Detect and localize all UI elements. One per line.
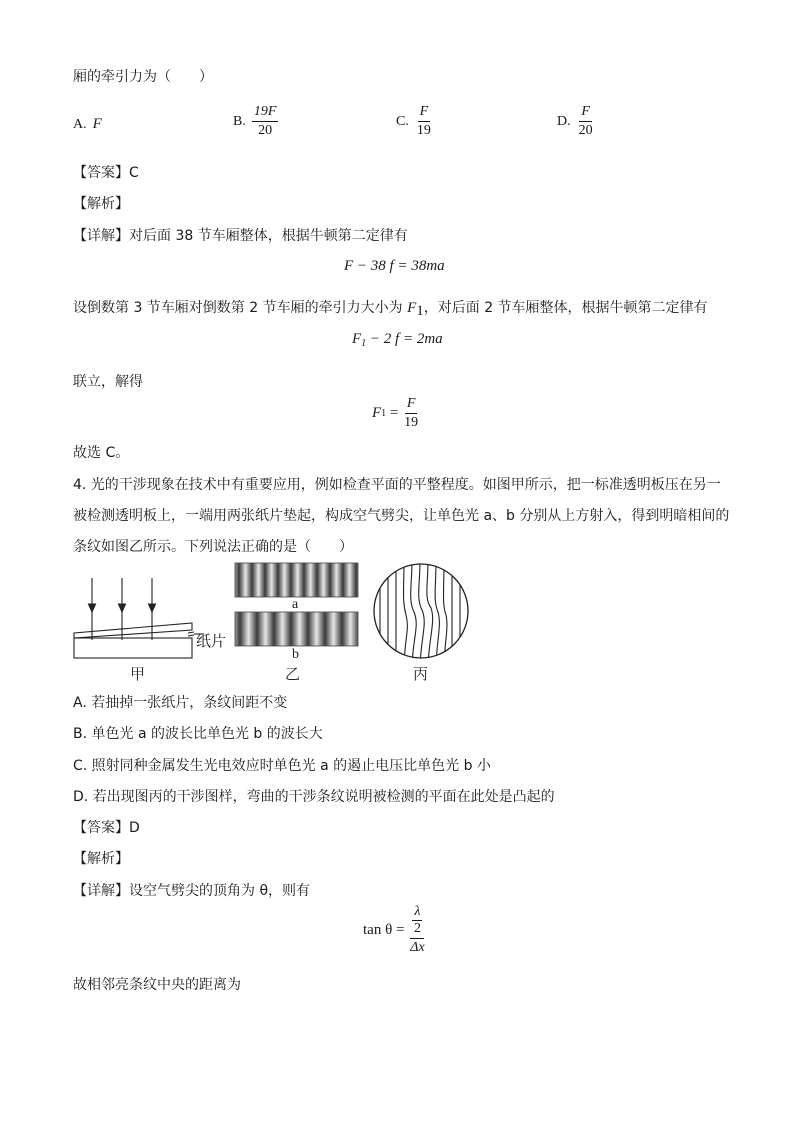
detail-text: 设空气劈尖的顶角为 θ，则有	[129, 883, 311, 899]
q3-option-c	[396, 104, 433, 139]
interference-figure	[70, 560, 470, 690]
eq3-sub: 1	[381, 408, 387, 419]
answer-value: C	[129, 165, 139, 181]
figure-label-b: b	[292, 647, 299, 662]
answer-tag: 【答案】	[73, 820, 129, 836]
lambda: λ	[414, 904, 421, 919]
q4-option-c: C. 照射同种金属发生光电效应时单色光 a 的遏止电压比单色光 b 小	[73, 758, 491, 774]
figure-label-a: a	[292, 597, 299, 612]
denominator: 20	[578, 123, 593, 138]
q3-detail-line2	[73, 297, 708, 320]
fraction	[402, 396, 420, 431]
denominator: Δx	[410, 940, 425, 955]
figure-paper-label: 纸片	[196, 632, 227, 650]
answer-value: D	[129, 820, 140, 836]
eq3-var: F	[372, 405, 382, 421]
detail-tag: 【详解】	[73, 228, 129, 244]
figure-label-bing: 丙	[413, 665, 429, 683]
q3-option-a	[73, 116, 102, 133]
eq2-rest: − 2 f = 2ma	[366, 331, 443, 347]
denominator: 19	[404, 415, 419, 430]
q3-equation-2	[352, 331, 443, 349]
q3-equation-3	[372, 396, 420, 431]
denominator: 20	[258, 123, 273, 138]
q3-analysis-tag: 【解析】	[73, 196, 129, 212]
q3-detail-line1	[73, 225, 408, 245]
fraction	[415, 104, 433, 139]
option-label: A.	[73, 116, 87, 132]
q4-text-line-2: 被检测透明板上，一端用两张纸片垫起，构成空气劈尖，让单色光 a、b 分别从上方射入，得到明暗相间的	[73, 508, 730, 524]
option-label: B.	[233, 113, 246, 129]
q4-option-d: D. 若出现图丙的干涉图样，弯曲的干涉条纹说明被检测的平面在此处是凸起的	[73, 789, 555, 805]
fraction	[252, 104, 279, 139]
numerator: F	[418, 104, 431, 122]
q3-equation-1: F − 38 f = 38ma	[344, 258, 445, 274]
q3-option-d	[557, 104, 595, 139]
compound-fraction	[408, 904, 426, 956]
figure-label-yi: 乙	[285, 665, 301, 683]
numerator: 19F	[252, 104, 279, 122]
numerator: F	[579, 104, 592, 122]
eq3-equals: =	[386, 405, 403, 421]
q4-text-line-1: 4. 光的干涉现象在技术中有重要应用，例如检查平面的平整程度。如图甲所示，把一标准透明板压在另一	[73, 477, 721, 493]
line2-var: F	[407, 300, 417, 316]
line2-text-a: 设倒数第 3 节车厢对倒数第 2 节车厢的牵引力大小为	[73, 300, 408, 316]
two: 2	[413, 921, 421, 936]
q4-option-b: B. 单色光 a 的波长比单色光 b 的波长大	[73, 726, 323, 742]
q4-last-line: 故相邻亮条纹中央的距离为	[73, 977, 241, 993]
q4-equation	[363, 904, 427, 956]
eq2-sub: 1	[361, 338, 367, 349]
eq-lhs: tan θ =	[363, 921, 409, 938]
q4-option-a: A. 若抽掉一张纸片，条纹间距不变	[73, 695, 288, 711]
detail-text: 对后面 38 节车厢整体，根据牛顿第二定律有	[129, 228, 408, 244]
detail-tag: 【详解】	[73, 883, 129, 899]
q3-conclusion: 故选 C。	[73, 445, 130, 461]
line2-text-b: ，对后面 2 节车厢整体，根据牛顿第二定律有	[423, 300, 708, 316]
q4-detail-line1	[73, 880, 310, 900]
figure-label-jia: 甲	[130, 665, 146, 683]
line2-sub: 1	[416, 303, 424, 319]
numerator: F	[405, 396, 418, 414]
fraction	[577, 104, 595, 139]
q4-answer-line	[73, 817, 140, 837]
answer-tag: 【答案】	[73, 165, 129, 181]
figure-jia-diagram	[74, 578, 204, 658]
denominator: 19	[416, 123, 431, 138]
inner-fraction	[410, 904, 424, 939]
figure-bing-fringes	[380, 560, 468, 670]
eq2-var: F	[352, 331, 362, 347]
fringe-pattern-a	[235, 563, 358, 597]
option-label: C.	[396, 113, 409, 129]
q4-text-line-3: 条纹如图乙所示。下列说法正确的是（ ）	[73, 539, 353, 555]
intro-line: 厢的牵引力为（ ）	[73, 69, 213, 85]
q3-answer-line	[73, 162, 139, 182]
q4-analysis-tag: 【解析】	[73, 851, 129, 867]
option-expr: F	[92, 116, 102, 132]
option-label: D.	[557, 113, 571, 129]
fringe-pattern-b	[235, 612, 358, 646]
q3-detail-line3: 联立，解得	[73, 374, 143, 390]
q3-option-b	[233, 104, 278, 139]
